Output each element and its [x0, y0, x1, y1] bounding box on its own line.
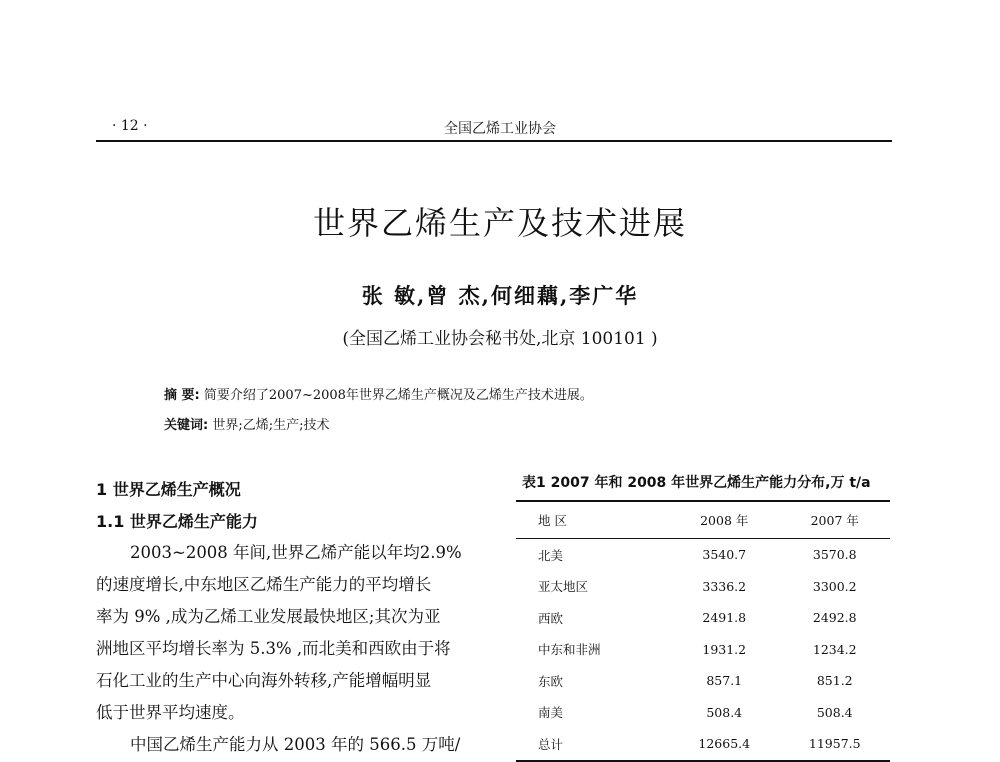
cell-2007: 508.4 — [816, 704, 853, 720]
cell-2008: 1931.2 — [702, 641, 747, 657]
cell-region: 总计 — [538, 736, 564, 752]
cell-2007: 11957.5 — [808, 736, 861, 752]
header-2008: 2008 年 — [700, 513, 749, 528]
header-2007: 2007 年 — [810, 513, 859, 528]
cell-2007: 3300.2 — [812, 578, 857, 594]
body-paragraph — [96, 537, 482, 761]
table-row — [516, 634, 890, 666]
cell-2008: 12665.4 — [698, 736, 751, 752]
table-row — [516, 539, 890, 571]
capacity-table — [516, 500, 890, 762]
section-heading-1: 1 世界乙烯生产概况 — [96, 480, 241, 499]
cell-region: 西欧 — [538, 610, 564, 626]
cell-region: 中东和非洲 — [538, 642, 601, 658]
abstract-label: 摘 要: — [164, 388, 200, 403]
paragraph-line: 低于世界平均速度。 — [96, 703, 245, 722]
keywords-text: 世界;乙烯;生产;技术 — [212, 418, 330, 433]
running-header-journal: 全国乙烯工业协会 — [444, 121, 556, 137]
authors: 张 敏,曾 杰,何细藕,李广华 — [361, 283, 639, 308]
cell-2007: 3570.8 — [812, 547, 857, 563]
keywords — [164, 414, 329, 433]
cell-2008: 508.4 — [706, 704, 743, 720]
table-row — [516, 697, 890, 729]
cell-region: 亚太地区 — [538, 579, 589, 595]
paragraph-line: 的速度增长,中东地区乙烯生产能力的平均增长 — [96, 575, 432, 594]
paragraph-line: 中国乙烯生产能力从 2003 年的 566.5 万吨/ — [130, 735, 461, 754]
paragraph-line: 洲地区平均增长率为 5.3% ,而北美和西欧由于将 — [96, 639, 451, 658]
cell-2008: 857.1 — [706, 673, 743, 689]
page-number: · 12 · — [112, 118, 148, 134]
cell-region: 南美 — [538, 705, 564, 721]
cell-2008: 2491.8 — [702, 610, 747, 626]
header-region: 地 区 — [538, 513, 567, 528]
header-rule — [96, 140, 892, 142]
cell-2008: 3336.2 — [702, 578, 747, 594]
cell-2008: 3540.7 — [702, 547, 747, 563]
paragraph-line: 2003~2008 年间,世界乙烯产能以年均2.9% — [130, 543, 462, 562]
abstract-text: 简要介绍了2007~2008年世界乙烯生产概况及乙烯生产技术进展。 — [203, 388, 593, 403]
paragraph-line: 率为 9% ,成为乙烯工业发展最快地区;其次为亚 — [96, 607, 441, 626]
cell-2007: 851.2 — [816, 673, 853, 689]
article-title: 世界乙烯生产及技术进展 — [312, 204, 687, 242]
table-caption: 表1 2007 年和 2008 年世界乙烯生产能力分布,万 t/a — [522, 475, 871, 491]
cell-region: 北美 — [538, 547, 564, 563]
abstract — [164, 384, 593, 403]
cell-region: 东欧 — [538, 673, 564, 689]
table-row — [516, 602, 890, 634]
table-row — [516, 665, 890, 697]
table-row-total — [516, 728, 890, 761]
cell-2007: 2492.8 — [812, 610, 857, 626]
keywords-label: 关键词: — [164, 418, 209, 433]
paragraph-line: 石化工业的生产中心向海外转移,产能增幅明显 — [96, 671, 432, 690]
section-heading-1-1: 1.1 世界乙烯生产能力 — [96, 512, 258, 531]
cell-2007: 1234.2 — [812, 641, 857, 657]
table-row — [516, 571, 890, 603]
table-header-row — [516, 501, 890, 539]
affiliation: (全国乙烯工业协会秘书处,北京 100101 ) — [342, 329, 658, 349]
